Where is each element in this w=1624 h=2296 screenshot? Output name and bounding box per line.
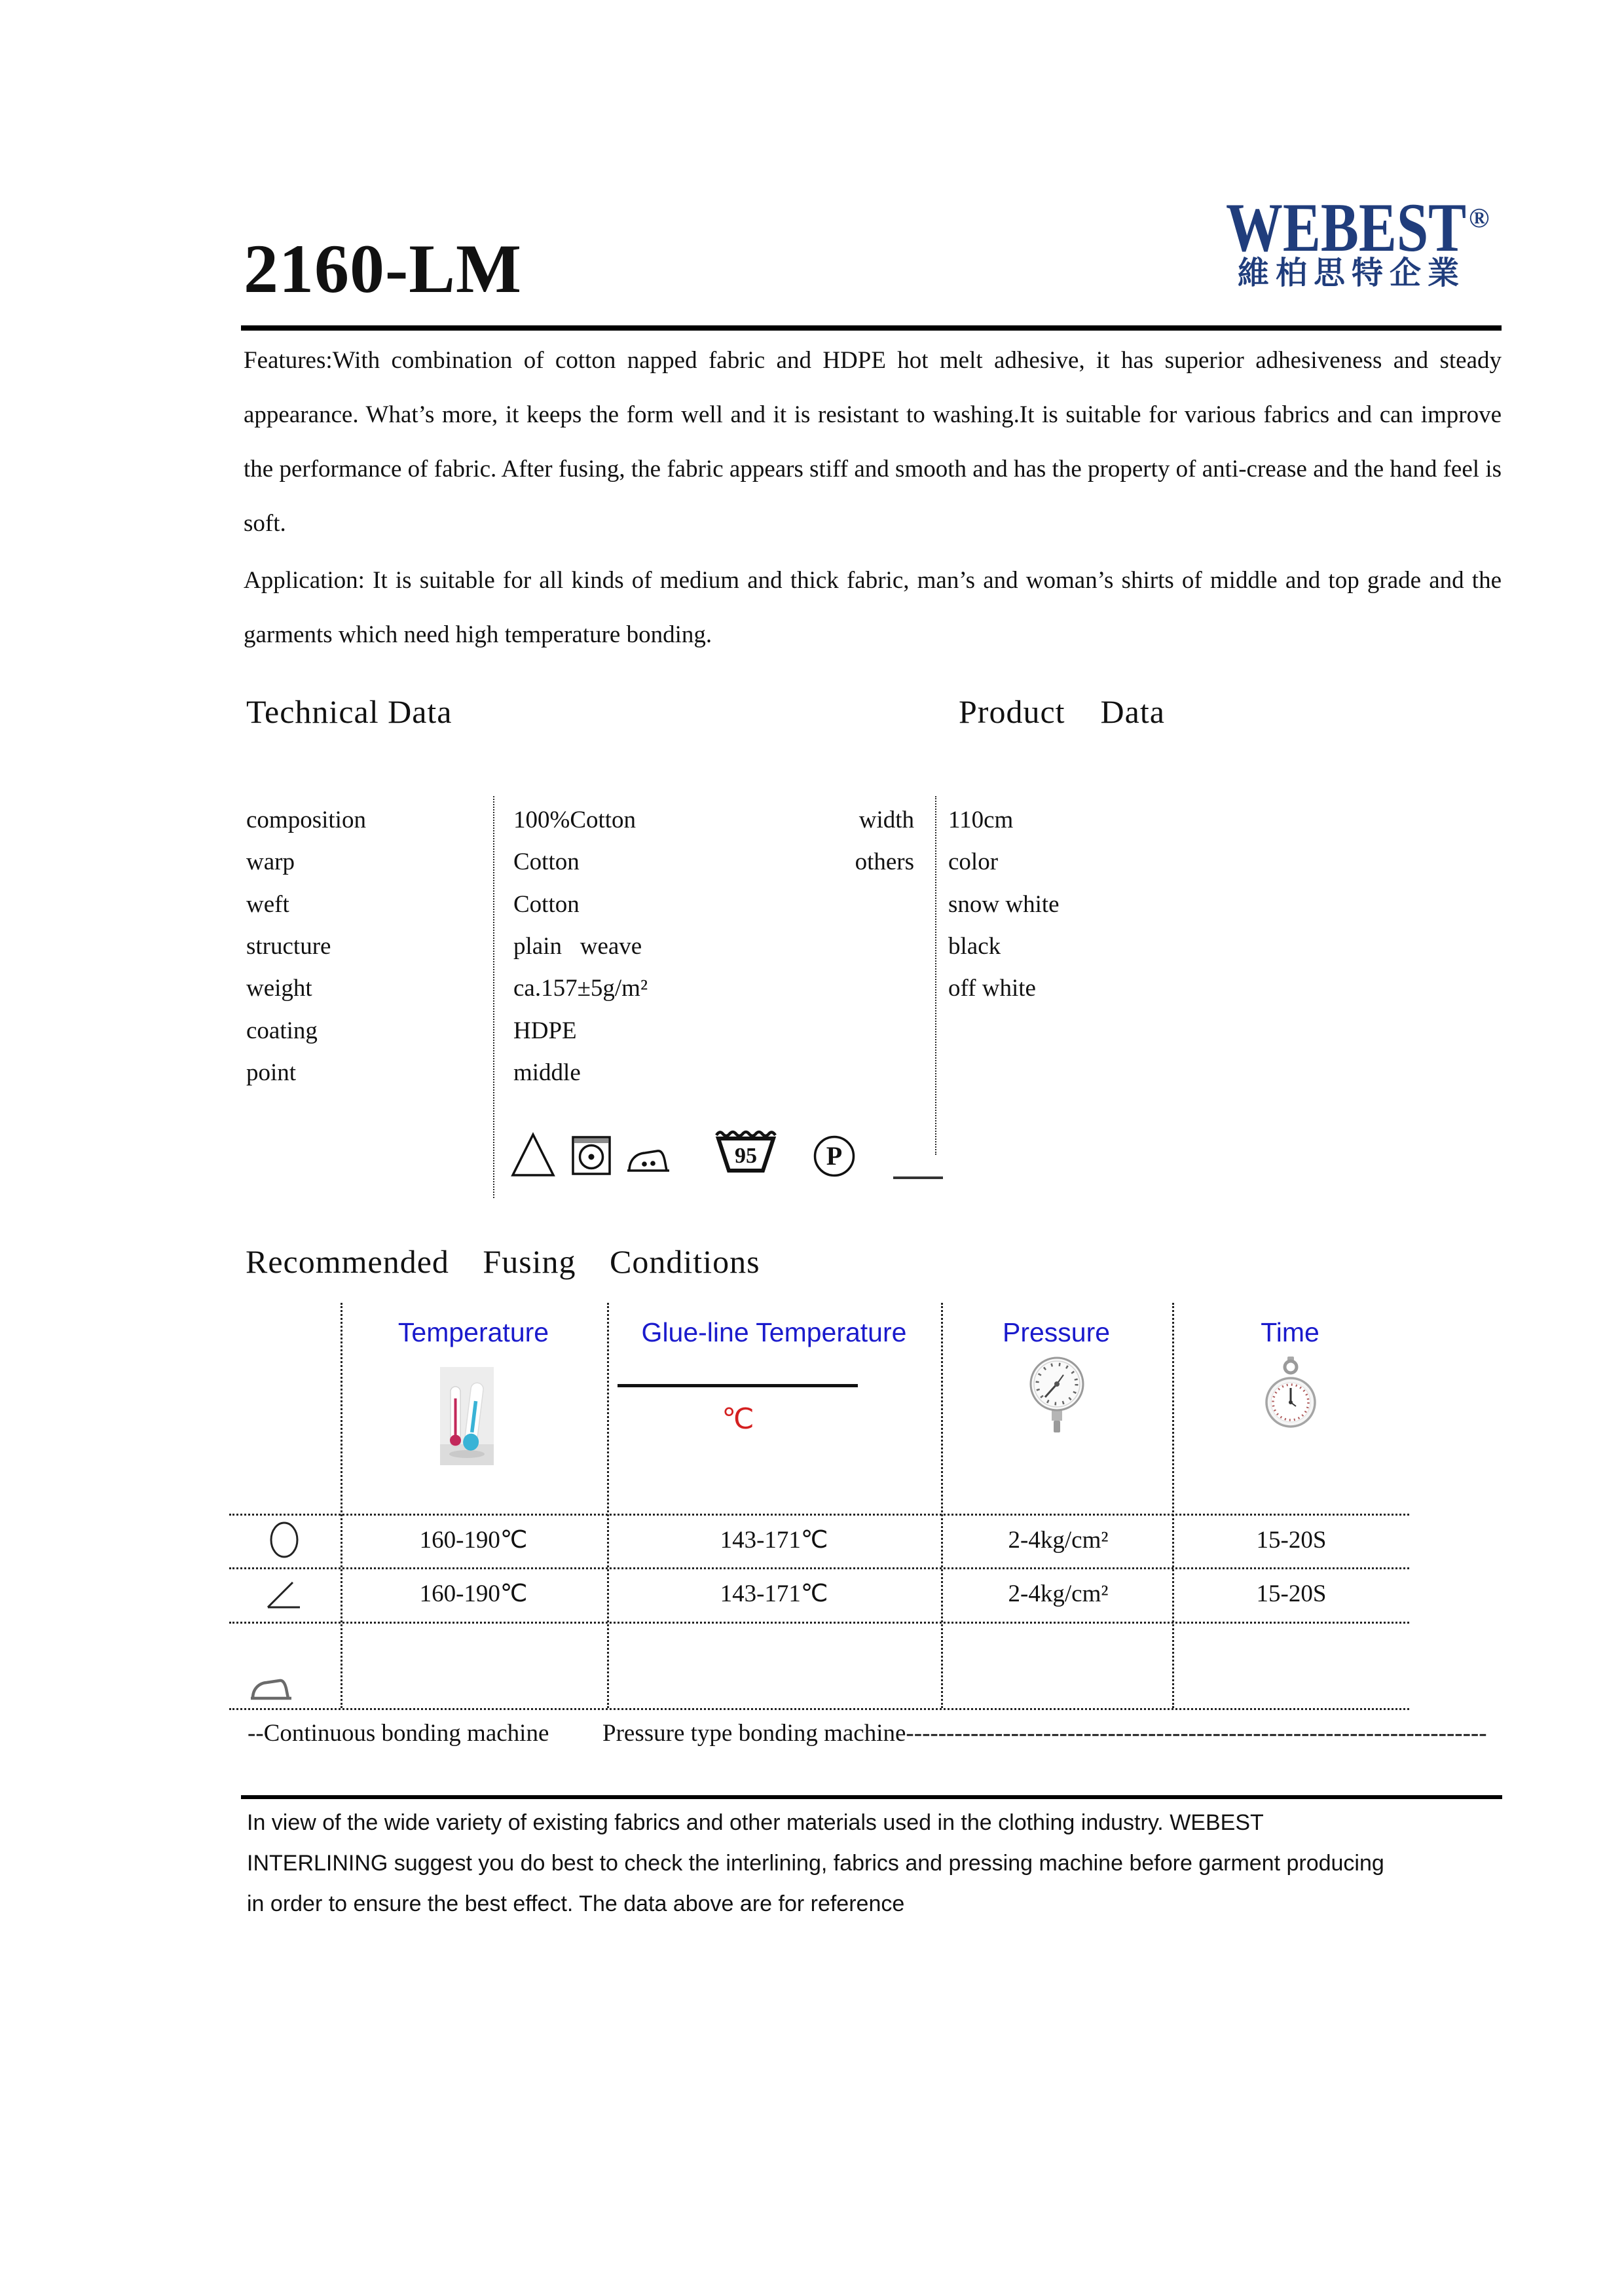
tech-value: Cotton: [513, 890, 580, 918]
svg-text:P: P: [826, 1141, 843, 1171]
product-data-heading: Product Data: [959, 693, 1165, 730]
application-paragraph: Application: It is suitable for all kinds of medium and thick fabric, man’s and woman’s shirts of middle and top grade and the garments which need high temperature bonding.: [244, 567, 1502, 648]
cell-time: 15-20S: [1256, 1580, 1327, 1607]
footer-divider: [241, 1795, 1502, 1799]
thermometer-icon: [440, 1367, 494, 1468]
bleach-triangle-icon: [511, 1131, 555, 1182]
tech-label: structure: [246, 932, 331, 960]
page-title: 2160-LM: [244, 230, 523, 307]
column-header-pressure: Pressure: [1002, 1317, 1111, 1347]
line-icon: [893, 1176, 943, 1179]
iron-two-dots-icon: [625, 1134, 672, 1182]
table-row: [246, 883, 1502, 925]
intro-text: [244, 333, 1502, 662]
technical-data-heading: Technical Data: [246, 693, 452, 730]
table-row: [246, 967, 1502, 1009]
table-row: [246, 841, 1502, 883]
footer-line: in order to ensure the best effect. The data above are for reference: [247, 1891, 905, 1916]
cell-temperature: 160-190℃: [419, 1527, 528, 1554]
iron-symbol-icon: [249, 1666, 293, 1707]
glue-line-unit: ℃: [722, 1403, 754, 1435]
tech-label: composition: [246, 806, 366, 833]
header-divider: [241, 325, 1502, 331]
product-value: black: [948, 932, 1001, 960]
tech-label: point: [246, 1059, 297, 1086]
tech-value: HDPE: [513, 1017, 577, 1044]
tech-label: weft: [246, 890, 289, 918]
fusing-table-hline: [229, 1514, 1409, 1516]
product-label: others: [855, 848, 914, 875]
stopwatch-icon: [1265, 1357, 1316, 1438]
cell-pressure: 2-4kg/cm²: [1008, 1580, 1109, 1607]
caption-pressure-label: Pressure type bonding machine: [602, 1720, 906, 1747]
caption-continuous: --Continuous bonding machine: [248, 1720, 549, 1747]
cell-glue-line: 143-171℃: [720, 1527, 828, 1554]
wash-95-icon: [712, 1125, 778, 1183]
table-row: [246, 1010, 1502, 1051]
fusing-table-vline: [607, 1303, 609, 1708]
table-row: [246, 799, 1502, 841]
features-paragraph: Features:With combination of cotton napped fabric and HDPE hot melt adhesive, it has superior adhesiveness and steady appearance. What’s more, it keeps the form well and it is resistant to washing.It is suitable for various fabrics and can improve the performance of fabric. After fusing, the fabric appears stiff and smooth and has the property of anti-crease and the hand feel is soft.: [244, 347, 1502, 537]
tech-label: warp: [246, 848, 295, 875]
fusing-table-hline: [229, 1567, 1409, 1569]
table-row: [246, 925, 1502, 967]
fusing-caption: [248, 1719, 1500, 1753]
tumble-dry-icon: [571, 1131, 612, 1182]
column-header-glue-line: Glue-line Temperature: [641, 1317, 907, 1347]
fusing-table-hline: [229, 1708, 1409, 1710]
product-value: snow white: [948, 890, 1060, 918]
product-value: 110cm: [948, 806, 1014, 833]
registered-trademark-icon: ®: [1469, 204, 1490, 234]
angle-symbol-icon: [265, 1576, 303, 1614]
tech-label: coating: [246, 1017, 318, 1044]
tech-label: weight: [246, 974, 312, 1002]
tech-value: Cotton: [513, 848, 580, 875]
column-header-temperature: Temperature: [397, 1317, 549, 1347]
fusing-table-vline: [941, 1303, 943, 1708]
oval-symbol-icon: [268, 1520, 300, 1563]
product-value: off white: [948, 974, 1036, 1002]
tech-value: plain weave: [513, 932, 642, 960]
tech-value: 100%Cotton: [513, 806, 637, 833]
cell-glue-line: 143-171℃: [720, 1580, 828, 1607]
product-label: width: [858, 806, 914, 833]
footer-line: INTERLINING suggest you do best to check the interlining, fabrics and pressing machine before garment producing: [247, 1851, 1384, 1876]
wash-temp-label: 95: [735, 1144, 757, 1168]
cell-time: 15-20S: [1256, 1527, 1327, 1554]
column-header-time: Time: [1261, 1317, 1320, 1347]
tech-value: middle: [513, 1059, 581, 1086]
fusing-table-hline: [229, 1622, 1409, 1624]
cell-pressure: 2-4kg/cm²: [1008, 1527, 1109, 1554]
webest-logo: WEBEST: [1226, 189, 1467, 266]
footer-line: In view of the wide variety of existing fabrics and other materials used in the clothing industry. WEBEST: [247, 1810, 1264, 1835]
glue-line-underline: [618, 1384, 858, 1387]
product-value: color: [948, 848, 999, 875]
logo-chinese-name: 維柏思特企業: [1238, 256, 1466, 291]
pressure-gauge-icon: [1028, 1354, 1086, 1438]
fusing-table-vline: [341, 1303, 342, 1708]
caption-dashes: ------------------------------------------------------------------------: [906, 1720, 1487, 1747]
cell-temperature: 160-190℃: [419, 1580, 528, 1607]
table-row: [246, 1051, 1502, 1093]
dry-clean-p-icon: [812, 1134, 857, 1182]
tech-value: ca.157±5g/m²: [513, 974, 648, 1002]
caption-pressure-type: [602, 1719, 1487, 1747]
fusing-conditions-heading: Recommended Fusing Conditions: [246, 1243, 760, 1280]
fusing-table-vline: [1172, 1303, 1174, 1708]
